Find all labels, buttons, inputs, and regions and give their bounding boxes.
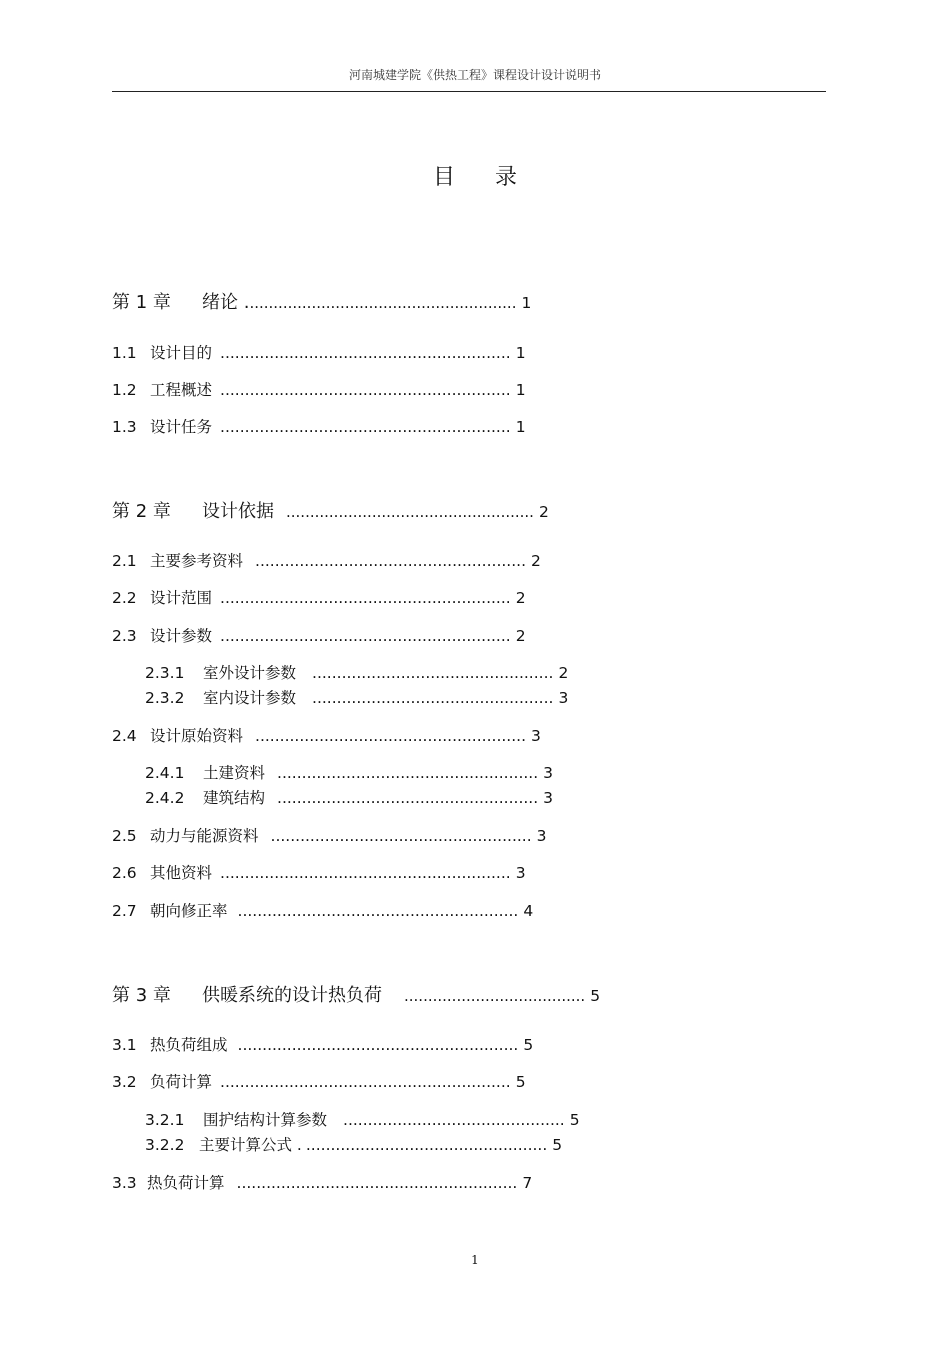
toc-dots: .................................................: [312, 664, 554, 682]
toc-dots: ...........................................................: [220, 344, 511, 362]
toc-page: 5: [569, 1111, 580, 1129]
toc-subsection-2-3-1[interactable]: [145, 661, 568, 683]
toc-dots: ...........................................................: [220, 589, 511, 607]
toc-number: 2.3.2: [145, 689, 185, 707]
toc-label: 围护结构计算参数: [203, 1111, 328, 1129]
toc-page: 5: [590, 987, 601, 1005]
toc-number: 1.1: [112, 344, 137, 362]
toc-label: 设计范围: [150, 589, 213, 607]
toc-dots: ...........................................................: [220, 381, 511, 399]
toc-dots: .................................................: [305, 1136, 548, 1154]
toc-label: 负荷计算: [150, 1073, 213, 1091]
toc-section-1-3[interactable]: [112, 415, 526, 437]
toc-section-2-2[interactable]: [112, 586, 526, 608]
toc-number: 2.4: [112, 727, 137, 745]
toc-label: 热负荷组成: [150, 1036, 228, 1054]
toc-number: 3.2.2: [145, 1136, 185, 1154]
toc-section-3-1[interactable]: [112, 1033, 533, 1055]
toc-label: 设计依据: [202, 501, 274, 522]
toc-label: 建筑结构: [203, 789, 266, 807]
toc-dots: .......................................................: [255, 727, 527, 745]
toc-number: 2.4.2: [145, 789, 185, 807]
toc-number: 第 3 章: [112, 985, 171, 1006]
toc-subsection-2-4-1[interactable]: [145, 761, 553, 783]
toc-dots: ...........................................................: [220, 864, 511, 882]
toc-page: 1: [515, 381, 526, 399]
toc-dots: ....................................................: [286, 503, 534, 521]
toc-number: 1.3: [112, 418, 137, 436]
toc-number: 第 1 章: [112, 292, 171, 313]
toc-section-2-4[interactable]: [112, 724, 541, 746]
toc-chapter-3[interactable]: [112, 981, 600, 1007]
toc-page: 3: [543, 764, 554, 782]
toc-label: 室内设计参数: [203, 689, 297, 707]
toc-label: 设计目的: [150, 344, 213, 362]
toc-chapter-2[interactable]: [112, 497, 549, 523]
toc-section-2-7[interactable]: [112, 899, 533, 921]
toc-section-2-3[interactable]: [112, 624, 526, 646]
toc-dots: .............................................: [343, 1111, 565, 1129]
toc-page: 4: [523, 902, 534, 920]
toc-number: 2.1: [112, 552, 137, 570]
toc-dots: .................................................: [312, 689, 554, 707]
toc-page: 5: [552, 1136, 563, 1154]
toc-page: 1: [521, 294, 532, 312]
toc-number: 第 2 章: [112, 501, 171, 522]
toc-label: 室外设计参数: [203, 664, 297, 682]
toc-page: 3: [558, 689, 569, 707]
toc-number: 2.4.1: [145, 764, 185, 782]
toc-dots: ...........................................................: [220, 418, 511, 436]
toc-dots: ...........................................................: [220, 1073, 511, 1091]
toc-number: 3.1: [112, 1036, 137, 1054]
toc-number: 2.7: [112, 902, 137, 920]
toc-page: 2: [538, 503, 549, 521]
toc-number: 3.2.1: [145, 1111, 185, 1129]
toc-section-2-1[interactable]: [112, 549, 541, 571]
toc-number: 2.5: [112, 827, 137, 845]
toc-dots: .........................................................: [236, 1174, 518, 1192]
toc-dots: .....................................................: [270, 827, 532, 845]
toc-subsection-3-2-1[interactable]: [145, 1108, 580, 1130]
toc-page: 3: [515, 864, 526, 882]
toc-subsection-2-4-2[interactable]: [145, 786, 553, 808]
toc-dots: ........................................................: [249, 294, 517, 312]
toc-number: 2.2: [112, 589, 137, 607]
toc-page: 2: [531, 552, 541, 570]
toc-label: 主要参考资料: [150, 552, 244, 570]
toc-label: 热负荷计算: [147, 1174, 225, 1192]
toc-page: 5: [523, 1036, 534, 1054]
running-header: 河南城建学院《供热工程》课程设计设计说明书: [348, 68, 601, 82]
toc-page: 3: [531, 727, 541, 745]
toc-label: 动力与能源资料: [150, 827, 259, 845]
toc-dots: ......................................: [404, 987, 586, 1005]
toc-page: 1: [515, 344, 526, 362]
toc-dots: .........................................................: [237, 902, 519, 920]
toc-number: 2.6: [112, 864, 137, 882]
toc-section-1-1[interactable]: [112, 341, 526, 363]
toc-label: 设计任务: [150, 418, 213, 436]
toc-label: 供暖系统的设计热负荷: [202, 985, 382, 1006]
toc-section-2-5[interactable]: [112, 824, 547, 846]
page-title: 目录: [432, 165, 557, 190]
toc-page: 7: [522, 1174, 533, 1192]
toc-label: 设计参数: [150, 627, 213, 645]
toc-dots: .....................................................: [277, 764, 539, 782]
toc-dots: .........................................................: [237, 1036, 519, 1054]
toc-page: 2: [515, 627, 526, 645]
toc-page: 2: [515, 589, 526, 607]
toc-page: 3: [543, 789, 554, 807]
toc-section-3-3[interactable]: [112, 1171, 532, 1193]
toc-page: 2: [558, 664, 569, 682]
toc-label: 工程概述: [150, 381, 213, 399]
toc-page: 1: [515, 418, 526, 436]
toc-section-2-6[interactable]: [112, 861, 526, 883]
toc-number: 3.3: [112, 1174, 137, 1192]
toc-label: 设计原始资料: [150, 727, 244, 745]
header-rule: [112, 91, 826, 92]
toc-number: 2.3.1: [145, 664, 185, 682]
toc-subsection-3-2-2[interactable]: [145, 1133, 562, 1155]
toc-label: 朝向修正率: [150, 902, 228, 920]
toc-section-3-2[interactable]: [112, 1070, 526, 1092]
toc-label: 绪论 .: [202, 292, 250, 313]
toc-number: 3.2: [112, 1073, 137, 1091]
page-number: 1: [471, 1253, 479, 1267]
toc-page: 5: [515, 1073, 526, 1091]
toc-label: 主要计算公式 .: [199, 1136, 302, 1154]
toc-dots: .....................................................: [277, 789, 539, 807]
toc-chapter-1[interactable]: [112, 288, 531, 314]
toc-section-1-2[interactable]: [112, 378, 526, 400]
toc-label: 土建资料: [203, 764, 266, 782]
toc-subsection-2-3-2[interactable]: [145, 686, 568, 708]
toc-page: 3: [536, 827, 547, 845]
toc-number: 1.2: [112, 381, 137, 399]
toc-number: 2.3: [112, 627, 137, 645]
toc-dots: .......................................................: [255, 552, 527, 570]
toc-dots: ...........................................................: [220, 627, 511, 645]
toc-label: 其他资料: [150, 864, 213, 882]
